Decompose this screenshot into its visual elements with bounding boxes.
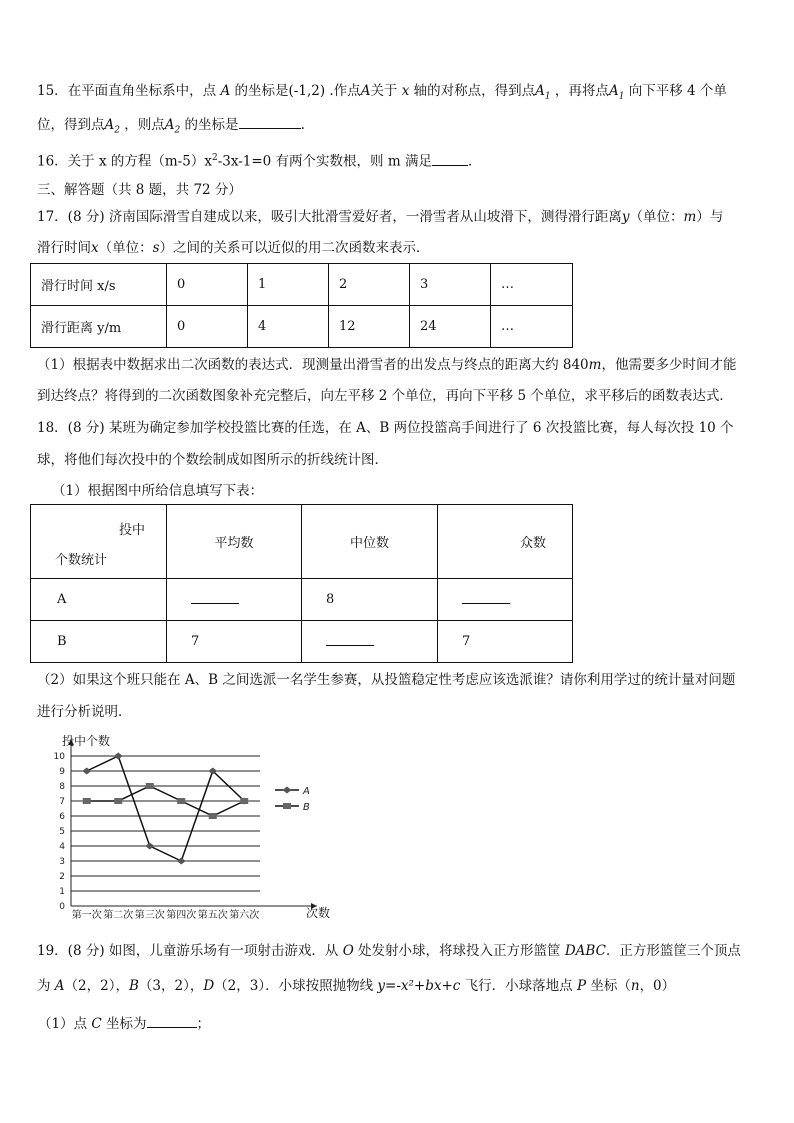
cell-A-median: 8	[302, 579, 438, 621]
answer-blank[interactable]	[239, 114, 301, 129]
x-tick-label: 第一次	[71, 910, 102, 921]
data-point-A	[114, 753, 123, 760]
cell-B-median[interactable]	[302, 621, 438, 663]
y-tick-label: 0	[59, 902, 65, 912]
q17-line1: 17．(8 分) 济南国际滑雪自建成以来，吸引大批滑雪爱好者，一滑雪者从山坡滑下，测得滑行距离y（单位：m）与	[37, 209, 724, 225]
x-tick-label: 第六次	[229, 910, 260, 921]
answer-blank[interactable]	[432, 151, 468, 166]
line-chart	[55, 733, 330, 923]
q17-part1-line2: 到达终点？将得到的二次函数图象补充完整后，向左平移 2 个单位，再向下平移 5 个单位，求平移后的函数表达式．	[37, 388, 733, 404]
data-point-B	[177, 798, 185, 804]
section-heading: 三、解答题（共 8 题，共 72 分）	[37, 182, 242, 198]
x-tick-label: 第三次	[134, 910, 165, 921]
answer-blank[interactable]	[147, 1013, 197, 1028]
cell: 0	[167, 306, 248, 348]
y-tick-label: 3	[59, 857, 65, 867]
x-tick-label: 第五次	[197, 910, 228, 921]
x-tick-label: 第二次	[103, 910, 134, 921]
header-mode: 众数	[438, 505, 573, 579]
corner-top: 投中	[119, 523, 146, 538]
y-tick-label: 1	[59, 887, 65, 897]
y-tick-label: 2	[59, 872, 65, 882]
q17-table	[30, 263, 573, 348]
q17-line2: 滑行时间x（单位：s）之间的关系可以近似的用二次函数来表示．	[37, 240, 430, 256]
cell-A-mode[interactable]	[438, 579, 573, 621]
cell: 24	[410, 306, 491, 348]
data-point-B	[209, 813, 217, 819]
legend-label-B: B	[303, 802, 310, 813]
cell: …	[491, 264, 573, 306]
cell-B-mean: 7	[167, 621, 302, 663]
row-label-A: A	[31, 579, 167, 621]
x-axis-label: 次数	[306, 906, 331, 920]
data-point-B	[240, 798, 248, 804]
y-tick-label: 10	[53, 752, 65, 762]
legend-marker-B	[283, 803, 291, 809]
cell: 4	[248, 306, 329, 348]
cell: …	[491, 306, 573, 348]
q18-part2-line1: （2）如果这个班只能在 A、B 之间选派一名学生参赛，从投篮稳定性考虑应该选派谁？请你利用学过的统计量对问题	[37, 672, 736, 688]
q15-line1: 15．在平面直角坐标系中，点 A 的坐标是(-1,2) .作点A关于 x 轴的对称点，得到点$A_1$ ，再将点$A_1$ 向下平移 4 个单	[37, 83, 727, 102]
q16-line: 16．关于 x 的方程$(m-5)x^2-3x-1=0$ 有两个实数根，则 m 满足 ．	[37, 148, 481, 172]
legend-marker-A	[283, 787, 292, 794]
q18-line1: 18．(8 分) 某班为确定参加学校投篮比赛的任选，在 A、B 两位投篮高手间进行了 6 次投篮比赛，每人每次投 10 个	[37, 420, 734, 436]
cell: 2	[329, 264, 410, 306]
legend-label-A: A	[303, 786, 310, 797]
data-point-B	[146, 783, 154, 789]
corner-bottom: 个数统计	[55, 553, 108, 568]
y-tick-label: 4	[59, 842, 65, 852]
q15-line2: 位，得到点$A_2$ ，则点$A_2$ 的坐标是 .	[37, 114, 305, 141]
data-point-A	[145, 843, 154, 850]
y-tick-label: 9	[59, 767, 65, 777]
y-axis-label: 投中个数	[62, 734, 111, 748]
q18-part1: （1）根据图中所给信息填写下表：	[52, 483, 264, 499]
header-mean: 平均数	[167, 505, 302, 579]
row-label: 滑行时间 x/s	[31, 264, 167, 306]
cell: 1	[248, 264, 329, 306]
series-line-A	[87, 756, 245, 861]
data-point-B	[83, 798, 91, 804]
data-point-A	[82, 768, 91, 775]
y-tick-label: 7	[59, 797, 65, 807]
cell: 12	[329, 306, 410, 348]
q19-line2: 为 A（2，2），B（3，2），D（2，3）．小球按照抛物线 y=-x²+bx+c 飞行．小球落地点 P 坐标（n，0）	[37, 978, 676, 994]
y-tick-label: 5	[59, 827, 65, 837]
q19-line1: 19．(8 分) 如图，儿童游乐场有一项射击游戏．从 O 处发射小球，将球投入正方形篮筐 DABC．正方形篮筐三个顶点	[37, 943, 741, 959]
cell: 3	[410, 264, 491, 306]
corner-cell	[31, 505, 167, 579]
row-label: 滑行距离 y/m	[31, 306, 167, 348]
row-label-B: B	[31, 621, 167, 663]
q18-table	[30, 504, 573, 663]
y-tick-label: 8	[59, 782, 65, 792]
cell-A-mean[interactable]	[167, 579, 302, 621]
cell: 0	[167, 264, 248, 306]
cell-B-mode: 7	[438, 621, 573, 663]
q19-part1: （1）点 C 坐标为 ；	[38, 1013, 210, 1034]
y-tick-label: 6	[59, 812, 65, 822]
q17-part1-line1: （1）根据表中数据求出二次函数的表达式．现测量出滑雪者的出发点与终点的距离大约 840m，他需要多少时间才能	[37, 357, 737, 373]
q18-line2: 球，将他们每次投中的个数绘制成如图所示的折线统计图．	[37, 452, 388, 468]
data-point-B	[114, 798, 122, 804]
data-point-A	[177, 858, 186, 865]
x-tick-label: 第四次	[166, 910, 197, 921]
header-median: 中位数	[302, 505, 438, 579]
q18-part2-line2: 进行分析说明．	[37, 704, 132, 720]
